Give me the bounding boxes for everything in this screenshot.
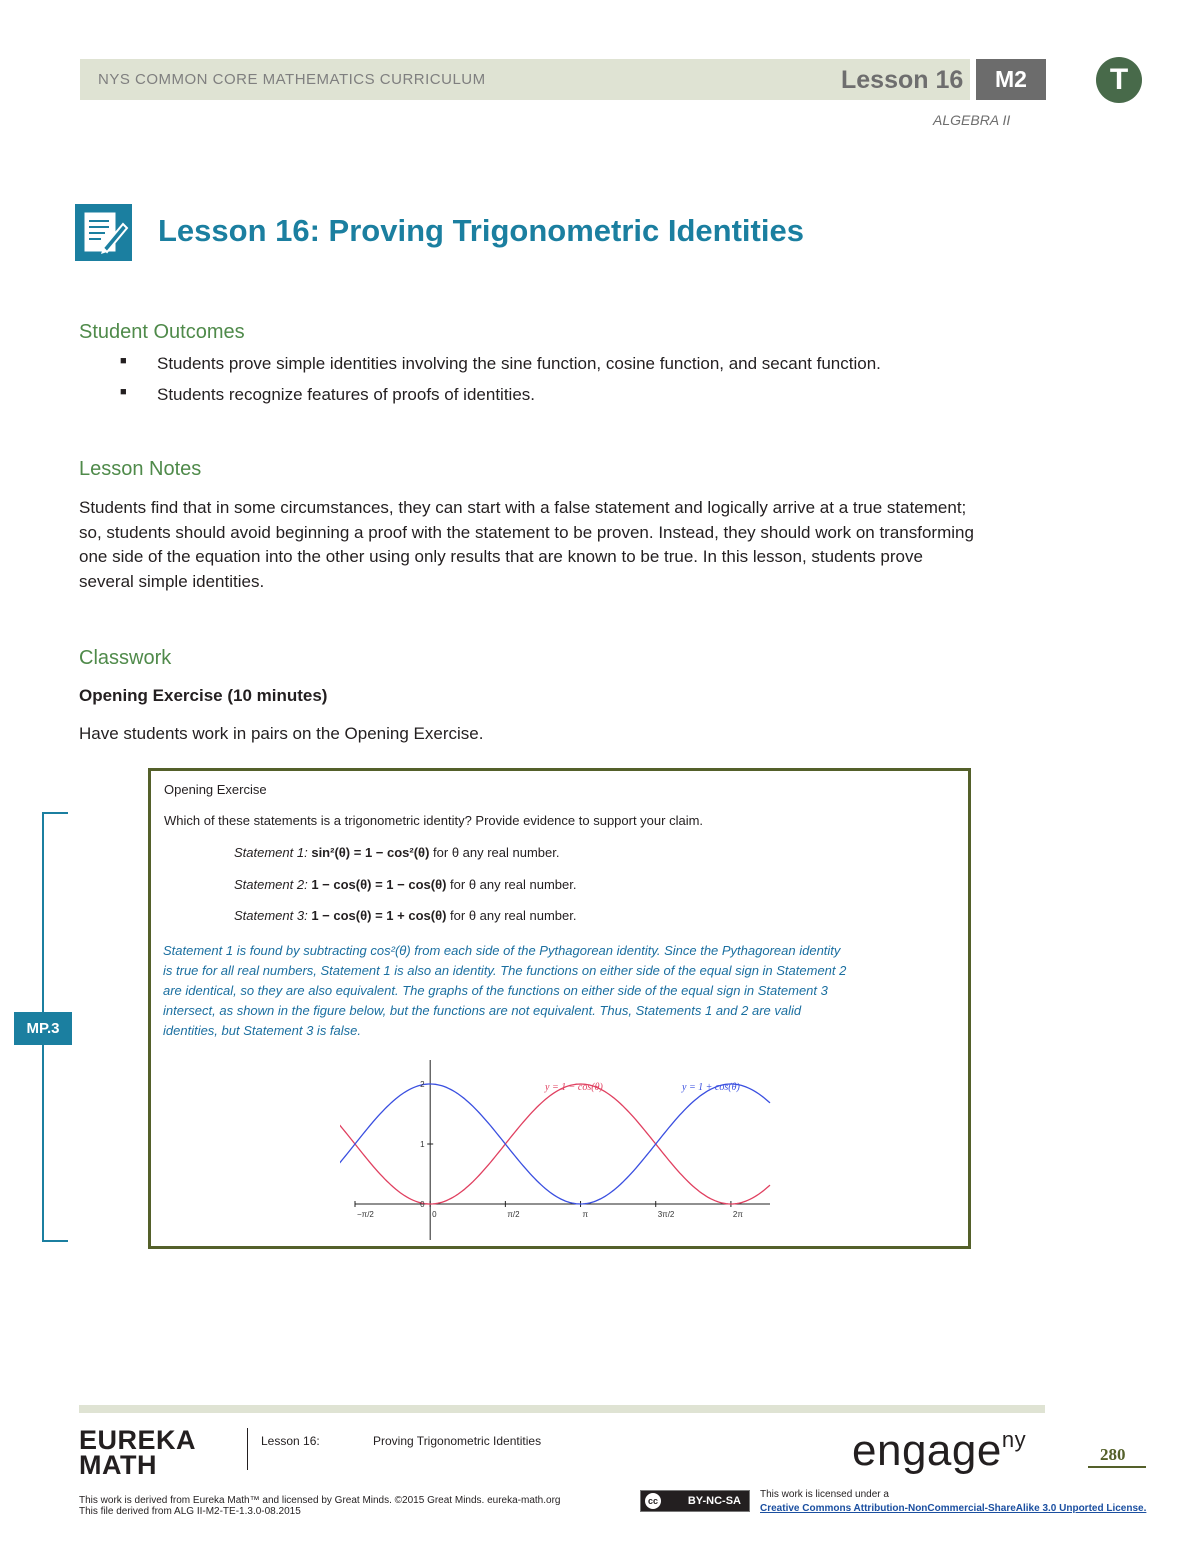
license-text: This work is licensed under a (760, 1489, 889, 1500)
footer-lesson-title: Proving Trigonometric Identities (373, 1434, 542, 1448)
mp-tag: MP.3 (14, 1012, 72, 1045)
notebook-pencil-icon (75, 204, 132, 261)
series-line (340, 1084, 770, 1204)
engageny-logo: engage$^{ny}$ (852, 1426, 1027, 1475)
y-tick-label: 2 (420, 1080, 425, 1089)
outcome-item: ■ Students recognize features of proofs of identities. (120, 385, 536, 404)
y-tick-label: 1 (420, 1140, 425, 1149)
exercise-title: Opening Exercise (164, 782, 267, 797)
series-line (340, 1084, 770, 1204)
statement-2: Statement 2: 1 − cos(θ) = 1 − cos(θ) for θ any real number. (234, 877, 577, 892)
eureka-math-logo: EUREKA MATH (79, 1425, 197, 1480)
series-label: y = 1 + cos(θ) (682, 1082, 740, 1093)
page-number: 280 (1100, 1445, 1126, 1464)
x-tick-label: 3π/2 (657, 1210, 675, 1219)
statement-1: Statement 1: sin²(θ) = 1 − cos²(θ) for θ any real number. (234, 845, 560, 860)
statement-3: Statement 3: 1 − cos(θ) = 1 + cos(θ) for θ any real number. (234, 908, 577, 923)
footer-lesson: Lesson 16: (261, 1434, 320, 1448)
answer-paragraph: Statement 1 is found by subtracting cos²(θ) from each side of the Pythagorean identity. Since the Pythagorean identity is true for all real numbers, Statement 1 is also an identity. The functions on either side of the equal sign in Statement 2 are identical, so they are also equivalent. The graphs of the functions on either side of the equal sign in Statement 3 intersect, as shown in the figure below, but the functions are not equivalent. Thus, Statements 1 and 2 are valid identities, but Statement 3 is false. (163, 943, 847, 1038)
teacher-badge: T (1096, 57, 1142, 103)
bullet-icon: ■ (120, 386, 127, 398)
page-number-rule (1088, 1466, 1146, 1468)
opening-exercise-instructions: Have students work in pairs on the Opening Exercise. (79, 724, 484, 743)
exercise-prompt: Which of these statements is a trigonometric identity? Provide evidence to support your claim. (164, 813, 704, 828)
x-tick-label: π/2 (507, 1210, 520, 1219)
module-badge: M2 (976, 59, 1046, 100)
x-tick-label: −π/2 (357, 1210, 374, 1219)
student-outcomes-heading: Student Outcomes (79, 321, 245, 343)
lesson-notes-heading: Lesson Notes (79, 458, 202, 480)
series-label: y = 1 − cos(θ) (545, 1082, 603, 1093)
outcome-item: ■ Students prove simple identities involving the sine function, cosine function, and secant function. (120, 354, 881, 373)
cc-icon: cc (645, 1493, 661, 1509)
classwork-heading: Classwork (79, 647, 172, 669)
lesson-notes-paragraph: Students find that in some circumstances, they can start with a false statement and logically arrive at a true statement; so, students should avoid beginning a proof with the statement to be proven. Instead, they should work on transforming one side of the equation into the other using only results that are known to be true. In this lesson, students prove several simple identities. (79, 498, 974, 591)
page-title: Lesson 16: Proving Trigonometric Identities (158, 213, 804, 248)
cosine-graph (340, 1050, 780, 1240)
derived-note-2: This file derived from ALG II-M2-TE-1.3.0-08.2015 (79, 1506, 301, 1517)
bullet-icon: ■ (120, 355, 127, 367)
creative-commons-badge: cc BY-NC-SA (640, 1490, 750, 1512)
course-name: ALGEBRA II (933, 112, 1011, 128)
license-link[interactable]: Creative Commons Attribution-NonCommercial-ShareAlike 3.0 Unported License. (760, 1503, 1147, 1514)
y-tick-label: 0 (420, 1200, 425, 1209)
header-lesson: Lesson 16 (841, 66, 964, 94)
x-tick-label: π (582, 1210, 589, 1219)
footer-rule (79, 1405, 1045, 1413)
derived-note-1: This work is derived from Eureka Math™ and licensed by Great Minds. ©2015 Great Minds. eureka-math.org (79, 1495, 561, 1506)
opening-exercise-heading: Opening Exercise (10 minutes) (79, 686, 328, 705)
x-tick-label: 2π (732, 1210, 743, 1219)
x-tick-label: 0 (432, 1210, 437, 1219)
curriculum-title: NYS COMMON CORE MATHEMATICS CURRICULUM (98, 71, 486, 88)
footer-divider (247, 1428, 248, 1470)
